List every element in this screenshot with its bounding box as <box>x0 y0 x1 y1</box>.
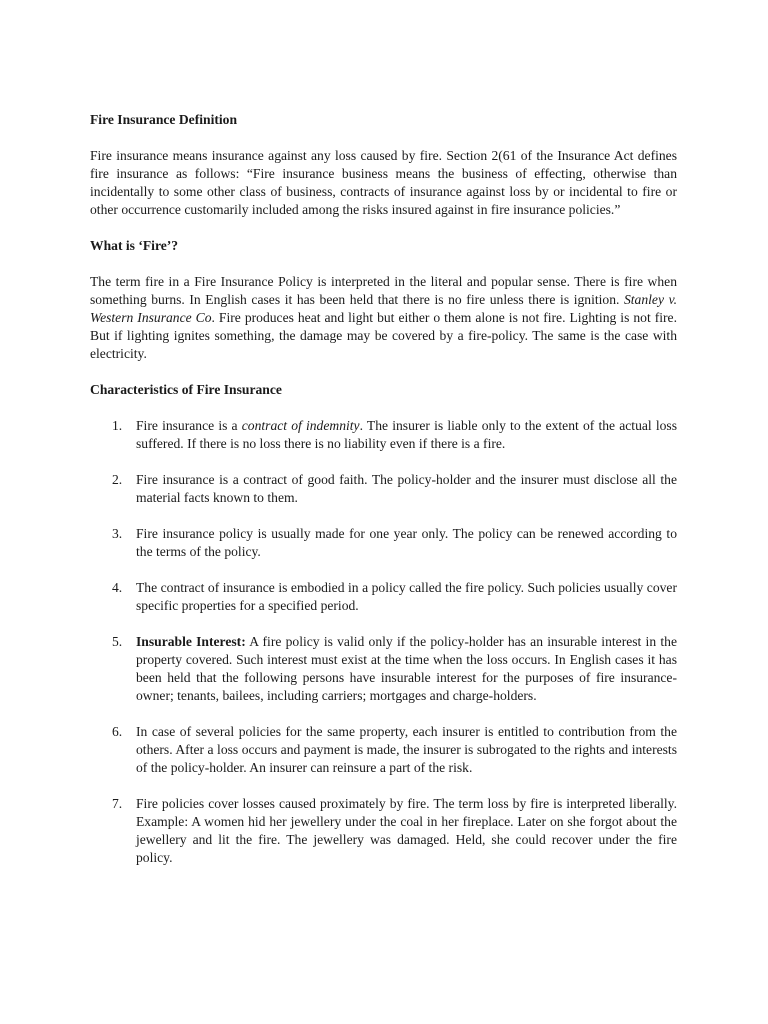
list-item-text: In case of several policies for the same property, each insurer is entitled to contribution from the others. After a loss occurs and payment is made, the insurer is subrogated to the rights and interests of the policy-holder. An insurer can reinsure a part of the risk. <box>136 724 677 775</box>
list-item-text: The contract of insurance is embodied in a policy called the fire policy. Such policies usually cover specific properties for a specified period. <box>136 580 677 613</box>
list-item-number: 6. <box>112 724 123 739</box>
list-item-italic: contract of indemnity <box>241 418 360 433</box>
list-item-number: 3. <box>112 526 123 541</box>
what-is-fire-paragraph <box>90 273 677 363</box>
list-item <box>90 579 677 615</box>
document-page <box>90 111 677 885</box>
list-item-number: 5. <box>112 634 123 649</box>
list-item-text: Fire insurance policy is usually made for one year only. The policy can be renewed according to the terms of the policy. <box>136 526 677 559</box>
characteristics-list <box>90 417 677 867</box>
case-name: Stanley v. Western Insurance Co <box>90 292 677 325</box>
list-item-number: 1. <box>112 418 123 433</box>
list-item <box>90 633 677 705</box>
list-item-text: Fire policies cover losses caused proximately by fire. The term loss by fire is interpreted liberally. Example: A women hid her jewellery under the coal in her fireplace. Later on she forgot about the jewellery and lit the fire. The jewellery was damaged. Held, she could recover under the fire policy. <box>136 796 677 865</box>
list-item-text: Fire insurance is a contract of good faith. The policy-holder and the insurer must disclose all the material facts known to them. <box>136 472 677 505</box>
definition-paragraph: Fire insurance means insurance against any loss caused by fire. Section 2(61 of the Insurance Act defines fire insurance as follows: “Fire insurance business means the business of effecting, otherwise than incidentally to some other class of business, contracts of insurance against loss by or incidental to fire or other occurrence customarily included among the risks insured against in fire insurance policies.” <box>90 148 677 217</box>
list-item-number: 4. <box>112 580 123 595</box>
list-item <box>90 525 677 561</box>
what-is-fire-text-after: . Fire produces heat and light but either o them alone is not fire. Lighting is not fire. But if lighting ignites something, the damage may be covered by a fire-policy. The same is the case with electricity. <box>90 310 677 361</box>
what-is-fire-text-before: The term fire in a Fire Insurance Policy is interpreted in the literal and popular sense. There is fire when something burns. In English cases it has been held that there is no fire unless there is ignition. <box>90 274 677 307</box>
list-item-number: 7. <box>112 796 123 811</box>
list-item-text: . The insurer is liable only to the extent of the actual loss suffered. If there is no loss there is no liability even if there is a fire. <box>136 418 677 451</box>
list-item-text: Fire insurance is a <box>136 418 242 433</box>
list-item-bold-lead: Insurable Interest: <box>136 634 246 649</box>
list-item-number: 2. <box>112 472 123 487</box>
list-item <box>90 471 677 507</box>
list-item <box>90 795 677 867</box>
list-item <box>90 417 677 453</box>
characteristics-heading: Characteristics of Fire Insurance <box>90 382 282 397</box>
list-item <box>90 723 677 777</box>
list-item-text: A fire policy is valid only if the policy-holder has an insurable interest in the property covered. Such interest must exist at the time when the loss occurs. In English cases it has been held that the following persons have insurable interest for the purposes of fire insurance- owner; tenants, bailees, including carriers; mortgages and charge-holders. <box>136 634 677 703</box>
definition-heading: Fire Insurance Definition <box>90 112 238 127</box>
what-is-fire-heading: What is ‘Fire’? <box>90 238 179 253</box>
